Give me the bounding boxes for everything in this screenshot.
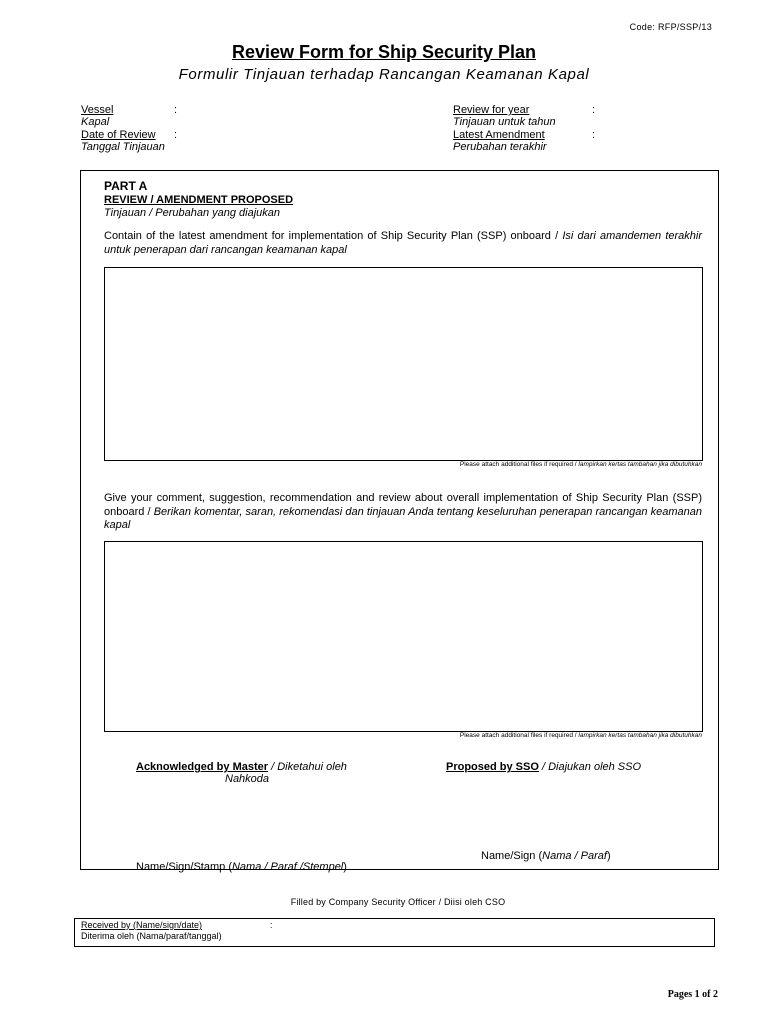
attach-note-1-text: Please attach additional files if required / bbox=[459, 461, 579, 468]
date-of-review-colon: : bbox=[174, 129, 178, 141]
sso-sign-text: Name/Sign ( bbox=[481, 850, 543, 862]
review-year-label-local: Tinjauan untuk tahun bbox=[453, 116, 556, 128]
vessel-colon: : bbox=[174, 104, 178, 116]
question-2-text: Give your comment, suggestion, recommendation and review about overall implementation of Ship Security Plan (SSP) onboard / bbox=[104, 492, 702, 518]
attach-note-2 bbox=[460, 732, 702, 739]
master-sign-line bbox=[136, 861, 347, 873]
form-subtitle: Formulir Tinjauan terhadap Rancangan Keamanan Kapal bbox=[178, 66, 590, 83]
question-2 bbox=[104, 492, 702, 533]
review-year-colon: : bbox=[592, 104, 596, 116]
date-of-review-label-local: Tanggal Tinjauan bbox=[81, 141, 165, 153]
master-sign-end: ) bbox=[343, 861, 347, 873]
received-by-colon: : bbox=[270, 920, 273, 930]
latest-amendment-label-local: Perubahan terakhir bbox=[453, 141, 547, 153]
attach-note-1 bbox=[460, 461, 702, 468]
ack-label-local: / Diketahui oleh bbox=[268, 761, 347, 773]
part-a-title: PART A bbox=[104, 179, 148, 193]
comment-text-area[interactable] bbox=[104, 541, 703, 732]
latest-amendment-colon: : bbox=[592, 129, 596, 141]
form-code: Code: RFP/SSP/13 bbox=[629, 22, 712, 32]
vessel-label: Vessel bbox=[81, 104, 114, 116]
master-sign-local: Nama / Paraf /Stempel bbox=[231, 861, 344, 873]
prop-label-local: / Diajukan oleh SSO bbox=[538, 761, 642, 773]
question-1-text: Contain of the latest amendment for implementation of Ship Security Plan (SSP) onboard / bbox=[104, 230, 563, 242]
vessel-label-local: Kapal bbox=[81, 116, 110, 128]
part-a-heading: REVIEW / AMENDMENT PROPOSED bbox=[104, 194, 294, 206]
latest-amendment-label: Latest Amendment bbox=[453, 129, 545, 141]
page-number: Pages 1 of 2 bbox=[667, 989, 718, 1000]
question-1-local: Isi dari amandemen terakhir untuk penerapan dari rancangan keamanan kapal bbox=[104, 230, 702, 256]
filled-by-cso: Filled by Company Security Officer / Diisi oleh CSO bbox=[290, 897, 506, 907]
received-by-label: Received by (Name/sign/date) bbox=[81, 920, 203, 930]
amendment-text-area[interactable] bbox=[104, 267, 703, 461]
attach-note-2-text: Please attach additional files if required / bbox=[459, 732, 579, 739]
review-year-label: Review for year bbox=[453, 104, 530, 116]
form-title: Review Form for Ship Security Plan bbox=[231, 42, 537, 62]
date-of-review-label: Date of Review bbox=[81, 129, 156, 141]
ack-label-local-2: Nahkoda bbox=[225, 773, 270, 785]
sso-sign-end: ) bbox=[606, 850, 611, 862]
sso-sign-line bbox=[481, 850, 611, 862]
question-1 bbox=[104, 230, 702, 257]
part-a-heading-local: Tinjauan / Perubahan yang diajukan bbox=[104, 207, 281, 219]
proposed-by-sso bbox=[446, 761, 641, 773]
acknowledged-by-master bbox=[136, 761, 386, 773]
ack-label: Acknowledged by Master bbox=[136, 761, 269, 773]
master-sign-text: Name/Sign/Stamp ( bbox=[136, 861, 232, 873]
attach-note-2-local: lampirkan kertas tambahan jika dibutuhkan bbox=[578, 732, 702, 739]
prop-label: Proposed by SSO bbox=[446, 761, 539, 773]
attach-note-1-local: lampirkan kertas tambahan jika dibutuhkan bbox=[578, 461, 702, 468]
received-by-label-local: Diterima oleh (Nama/paraf/tanggal) bbox=[81, 931, 222, 941]
question-2-local: Berikan komentar, saran, rekomendasi dan tinjauan Anda tentang keseluruhan penerapan rancangan keamanan kapal bbox=[104, 505, 702, 531]
sso-sign-local: Nama / Paraf bbox=[542, 850, 607, 862]
